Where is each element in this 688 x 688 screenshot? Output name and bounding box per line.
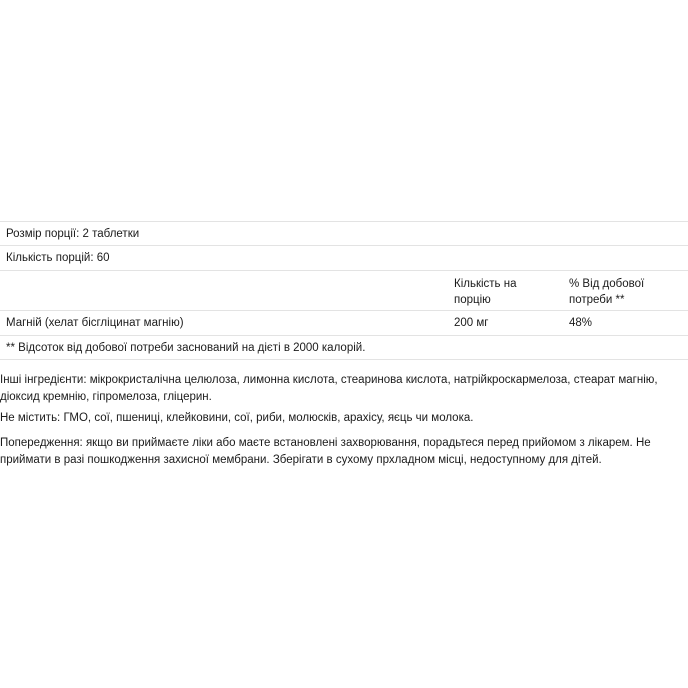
nutrient-amount: 200 мг xyxy=(454,317,489,329)
table-header-row xyxy=(0,270,688,310)
nutrient-daily-value: 48% xyxy=(569,317,593,329)
other-ingredients: Інші інгредієнти: мікрокристалічна целюлоза, лимонна кислота, стеаринова кислота, натрійкроскармелоза, стеарат магнію, діоксид кремнію, гіпромелоза, гліцерин. xyxy=(0,374,658,403)
footnote-row xyxy=(0,335,688,362)
table-row xyxy=(0,310,688,335)
serving-size-row xyxy=(0,221,688,245)
daily-value-column-header: % Від добової потреби ** xyxy=(569,278,645,306)
allergen-free-statement: Не містить: ГМО, сої, пшениці, клейковини, сої, риби, молюсків, арахісу, яєць чи молока. xyxy=(0,412,474,424)
additional-info xyxy=(0,359,688,466)
amount-column-header: Кількість на порцію xyxy=(454,278,517,306)
warning-statement: Попередження: якщо ви приймаєте ліки або маєте встановлені захворювання, порадьтеся перед прийомом з лікарем. Не приймати в разі пошкодження захисної мембрани. Зберігати в сухому прхладном місці, недоступному для дітей. xyxy=(0,437,651,466)
daily-value-footnote: ** Відсоток від добової потреби заснований на дієті в 2000 калорій. xyxy=(6,342,366,354)
servings-per-container-row xyxy=(0,245,688,270)
serving-size: Розмір порції: 2 таблетки xyxy=(6,228,140,240)
nutrient-name: Магній (хелат бісгліцинат магнію) xyxy=(6,317,184,329)
supplement-facts-table xyxy=(0,221,688,362)
servings-per-container: Кількість порцій: 60 xyxy=(6,252,110,264)
